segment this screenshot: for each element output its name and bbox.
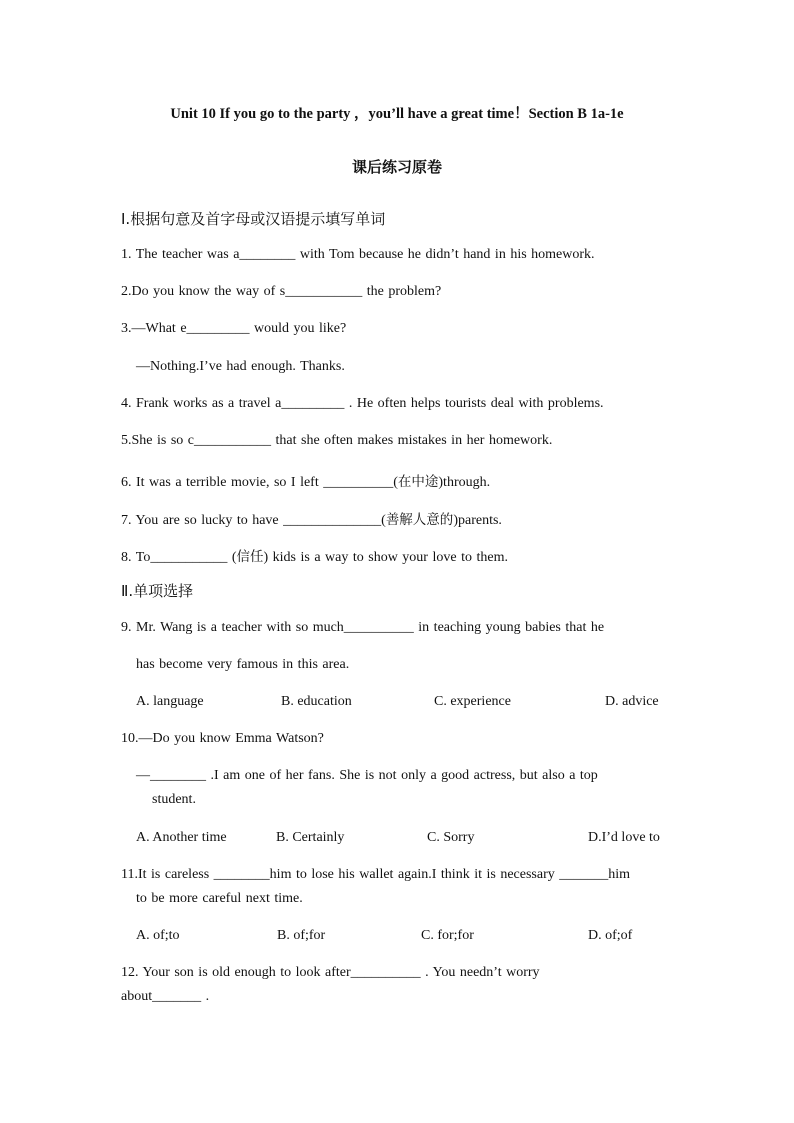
question-10-cont: student.	[152, 792, 196, 807]
question-11-cont: to be more careful next time.	[136, 891, 303, 906]
option-a: A. of;to	[136, 928, 180, 943]
question-4: 4. Frank works as a travel a_________ . He often helps tourists deal with problems.	[121, 396, 604, 411]
option-a: A. language	[136, 694, 204, 709]
question-6: 6. It was a terrible movie, so I left __________(在中途)through.	[121, 474, 491, 490]
question-12-cont: about_______ .	[121, 989, 210, 1004]
question-10-answer: —________ .I am one of her fans. She is not only a good actress, but also a top	[136, 768, 598, 783]
section-1-heading: Ⅰ.根据句意及首字母或汉语提示填写单词	[121, 210, 386, 228]
question-3-answer: —Nothing.I’ve had enough. Thanks.	[136, 359, 345, 374]
chinese-hint: 在中途	[397, 474, 439, 490]
section-2-heading: Ⅱ.单项选择	[121, 582, 194, 600]
option-d: D.I’d love to	[588, 830, 660, 845]
option-d: D. advice	[605, 694, 659, 709]
option-d: D. of;of	[588, 928, 633, 943]
question-2: 2.Do you know the way of s___________ the problem?	[121, 284, 442, 299]
option-b: B. of;for	[277, 928, 326, 943]
question-12: 12. Your son is old enough to look after__________ . You needn’t worry	[121, 965, 540, 980]
chinese-hint: 信任	[236, 549, 264, 565]
question-5: 5.She is so c___________ that she often makes mistakes in her homework.	[121, 433, 553, 448]
option-c: C. experience	[434, 694, 511, 709]
option-b: B. education	[281, 694, 352, 709]
option-c: C. for;for	[421, 928, 474, 943]
question-3: 3.—What e_________ would you like?	[121, 321, 347, 336]
page-subtitle: 课后练习原卷	[351, 158, 442, 176]
question-8: 8. To___________ (信任) kids is a way to show your love to them.	[121, 549, 508, 565]
question-9-cont: has become very famous in this area.	[136, 657, 350, 672]
question-11: 11.It is careless ________him to lose his wallet again.I think it is necessary _______him	[121, 867, 631, 882]
question-9: 9. Mr. Wang is a teacher with so much__________ in teaching young babies that he	[121, 620, 605, 635]
page-title: Unit 10 If you go to the party ，you’ll have a great time！Section B 1a-1e	[170, 106, 624, 122]
question-1: 1. The teacher was a________ with Tom because he didn’t hand in his homework.	[121, 247, 595, 262]
option-c: C. Sorry	[427, 830, 475, 845]
option-b: B. Certainly	[276, 830, 345, 845]
question-7: 7. You are so lucky to have ______________(善解人意的)parents.	[121, 512, 502, 528]
option-a: A. Another time	[136, 830, 227, 845]
chinese-hint: 善解人意的	[385, 512, 454, 528]
question-10: 10.—Do you know Emma Watson?	[121, 731, 324, 746]
